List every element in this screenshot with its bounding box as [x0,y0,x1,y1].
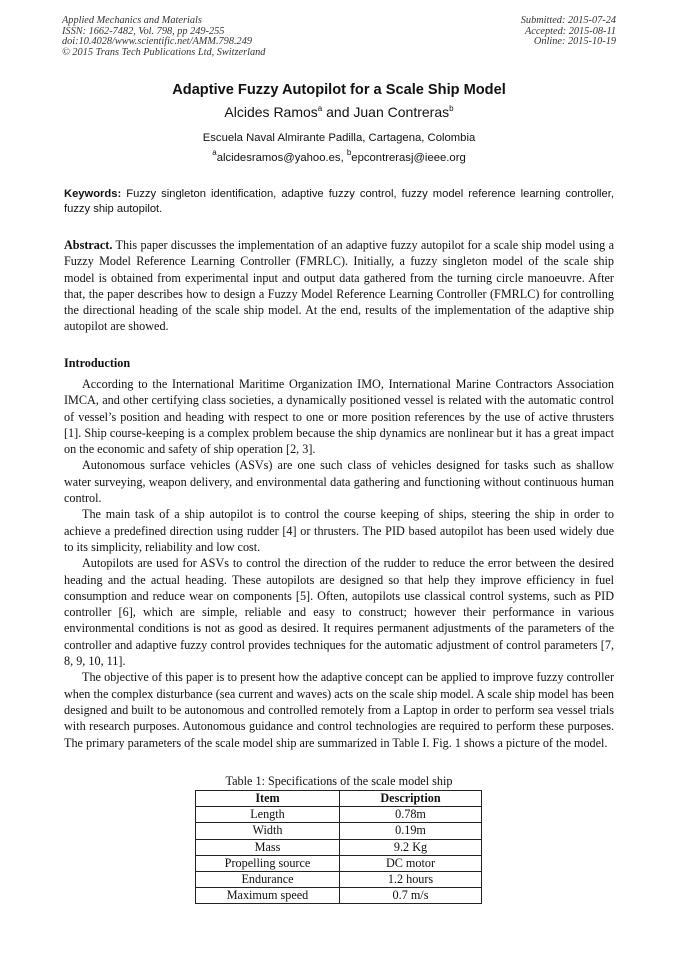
email-marker: a [212,148,217,157]
column-header: Description [340,791,482,807]
spec-table [195,790,482,904]
table-row [196,888,482,904]
description-cell: 0.78m [340,807,482,823]
column-header: Item [196,791,340,807]
journal-info [62,16,265,58]
introduction-body [64,376,614,751]
abstract-label: Abstract. [64,238,113,252]
item-cell: Width [196,823,340,839]
table-row [196,807,482,823]
table-row [196,871,482,887]
copyright-line: © 2015 Trans Tech Publications Ltd, Switzerland [62,46,266,58]
author-affil-marker: b [449,104,454,113]
email-link[interactable]: epcontrerasj@ieee.org [351,152,466,164]
section-heading: Introduction [64,356,131,370]
issn-line: ISSN: 1662-7482, Vol. 798, pp 249-255 [62,25,225,37]
email-marker: b [346,148,352,157]
paragraph: According to the International Maritime Organization IMO, International Marine Contractors Association IMCA, and other certifying class societies, a dynamically positioned vessel is related with the automatic control of vessel’s position and heading with respect to one or more position references by the use of active thrusters [1]. Ship course-keeping is a complex problem because the ship dynamics are nonlinear but it has a great impact on the economic and safety of ship operation [2, 3]. [64,377,614,457]
item-cell: Endurance [196,871,340,887]
email-separator: , [340,152,347,164]
keywords-text: Fuzzy singleton identification, adaptive fuzzy control, fuzzy model reference learning controller, fuzzy ship autopilot. [64,188,614,215]
keywords-block [64,187,614,216]
journal-name: Applied Mechanics and Materials [62,15,202,26]
item-cell: Propelling source [196,855,340,871]
table-row [196,823,482,839]
item-cell: Mass [196,839,340,855]
description-cell: 9.2 Kg [340,839,482,855]
author-name: Juan Contreras [353,104,450,120]
paper-title: Adaptive Fuzzy Autopilot for a Scale Ship Model [172,82,506,98]
abstract-block [64,237,614,335]
email-line [0,148,678,164]
submitted-date: Submitted: 2015-07-24 [520,15,616,26]
author-joiner: and [322,104,354,120]
paragraph: Autonomous surface vehicles (ASVs) are one such class of vehicles designed for tasks such as shallow water surveying, weapon delivery, and environmental data gathering and functioning without continuous human control. [64,458,614,506]
accepted-date: Accepted: 2015-08-11 [524,25,616,37]
paragraph: Autopilots are used for ASVs to control the direction of the rudder to reduce the error between the desired heading and the actual heading. These autopilots are designed so that help they improve efficiency in fuel consumption and reduce wear on components [5]. Often, autopilots use classical control systems, such as PID controller [6], which are simple, reliable and easy to construct; however their performance in various environmental conditions is not as good as desired. It requires permanent adjustments of the parameters of the controller and adaptive fuzzy control provides techniques for the automatic adjustment of control parameters [7, 8, 9, 10, 11]. [64,556,614,669]
item-cell: Length [196,807,340,823]
table-caption: Table 1: Specifications of the scale model ship [225,774,453,788]
keywords-label: Keywords: [64,188,122,200]
description-cell: DC motor [340,855,482,871]
doi-line: doi:10.4028/www.scientific.net/AMM.798.249 [62,36,252,48]
description-cell: 0.19m [340,823,482,839]
description-cell: 1.2 hours [340,871,482,887]
abstract-text: This paper discusses the implementation of an adaptive fuzzy autopilot for a scale ship model using a Fuzzy Model Reference Learning Controller (FMRLC). Initially, a fuzzy singleton model of the scale ship model is obtained from experimental input and output data gathered from the turning circle manoeuvre. After that, the paper describes how to design a Fuzzy Model Reference Learning Controller (FMRLC) for controlling the directional heading of the scale ship model. At the end, results of the implementation of the adaptive ship autopilot are showed. [64,238,614,334]
table-row [196,855,482,871]
email-link[interactable]: alcidesramos@yahoo.es [216,152,341,164]
paragraph: The objective of this paper is to present how the adaptive concept can be applied to improve fuzzy controller when the complex disturbance (sea current and waves) acts on the scale ship model. A scale ship model has been designed and built to be autonomous and controlled remotely from a Laptop in order to perform sea vessel trials with research purposes. Autonomous guidance and control technologies are required to perform these purposes. The primary parameters of the scale model ship are summarized in Table I. Fig. 1 shows a picture of the model. [64,670,614,750]
author-name: Alcides Ramos [224,104,318,120]
affiliation: Escuela Naval Almirante Padilla, Cartagena, Colombia [202,132,476,144]
author-line [0,104,678,120]
table-header-row [196,791,482,807]
online-date: Online: 2015-10-19 [533,36,616,48]
item-cell: Maximum speed [196,888,340,904]
description-cell: 0.7 m/s [340,888,482,904]
author-affil-marker: a [317,104,323,113]
table-row [196,839,482,855]
submission-dates [521,16,616,48]
paragraph: The main task of a ship autopilot is to control the course keeping of ships, steering the ship in order to achieve a predefined direction using rudder [4] or thrusters. The PID based autopilot has been used widely due to its simplicity, reliability and low cost. [64,507,614,554]
